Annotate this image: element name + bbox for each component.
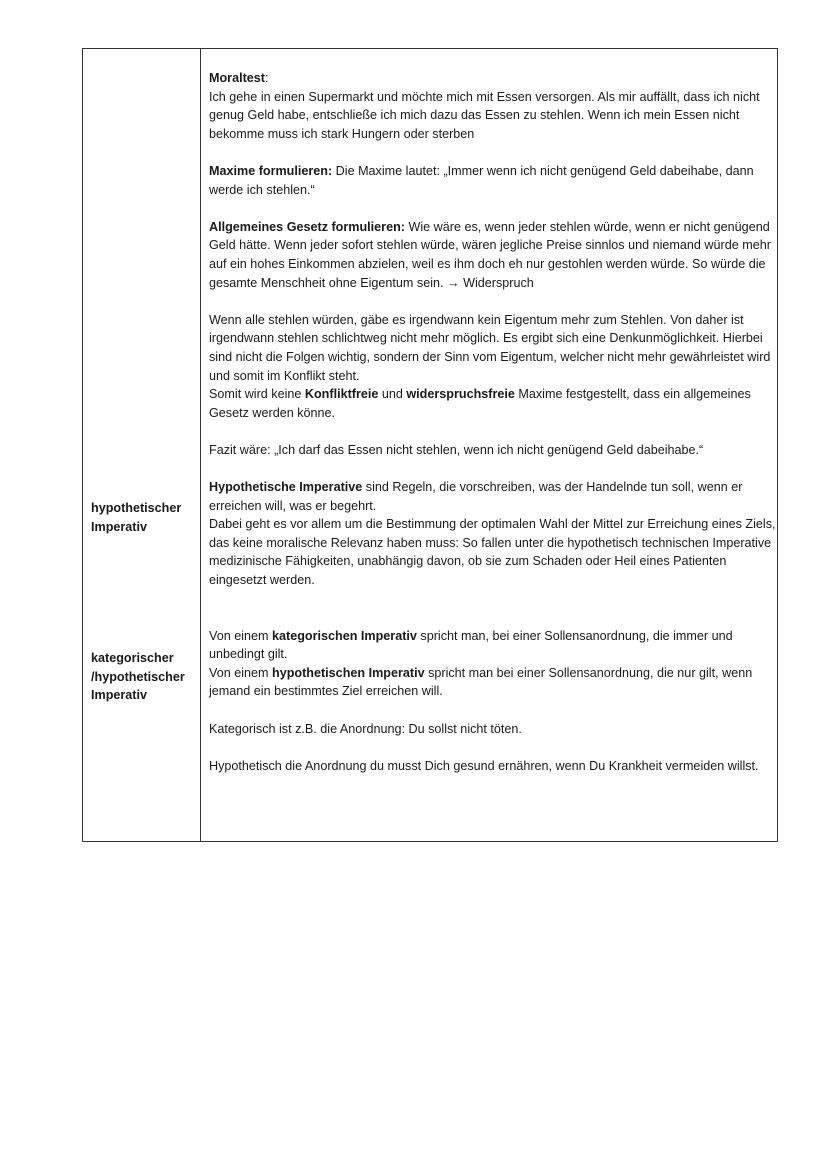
term-kategorischer-hypothetischer-imperativ <box>91 649 199 705</box>
fazit-paragraph: Fazit wäre: „Ich darf das Essen nicht stehlen, wenn ich nicht genügend Geld dabeihabe.“ <box>209 442 704 457</box>
beispiel-kategorisch: Kategorisch ist z.B. die Anordnung: Du sollst nicht töten. <box>209 721 522 736</box>
moraltest-colon: : <box>264 71 269 85</box>
eigentum-text: Wenn alle stehlen würden, gäbe es irgendwann kein Eigentum mehr zum Stehlen. Von daher ist irgendwann stehlen schlichtweg nicht mehr möglich. Es ergibt sich eine Denkunmöglichkeit. Hierbei sind nicht die Folgen wichtig, sondern der Sinn vom Eigentum, welcher nicht mehr gewährleistet wird und somit im Konflikt steht. <box>209 312 771 383</box>
notes-table <box>82 48 778 842</box>
kategorisch-paragraph <box>209 627 777 701</box>
hypothetisch2-pre: Von einem <box>209 665 273 680</box>
somit-post: Maxime festgestellt, dass ein allgemeines Gesetz werden könne. <box>209 387 751 420</box>
hypothetisch-text-2: Dabei geht es vor allem um die Bestimmung der optimalen Wahl der Mittel zur Erreichung eines Ziels, das keine moralische Relevanz haben muss: So fallen unter die hypothetisch technischen Imperative medizinische Fähigkeiten, unabhängig davon, ob sie zum Schaden oder Heil eines Patienten eingesetzt werden. <box>209 517 776 588</box>
term-line: kategorischer <box>91 651 174 665</box>
gesetz-paragraph <box>209 218 777 292</box>
eigentum-paragraph <box>209 311 777 423</box>
term-line: /hypothetischer <box>91 669 185 684</box>
beispiel-hypothetisch: Hypothetisch die Anordnung du musst Dich gesund ernähren, wenn Du Krankheit vermeiden willst. <box>209 758 759 773</box>
moraltest-paragraph <box>209 69 777 143</box>
kategorisch-label: kategorischen Imperativ <box>272 628 417 643</box>
konfliktfreie-term: Konfliktfreie <box>304 387 379 402</box>
moraltest-text: Ich gehe in einen Supermarkt und möchte mich mit Essen versorgen. Als mir auffällt, dass ich nicht genug Geld habe, entschließe ich mich dazu das Essen zu stehlen. Wenn ich mein Essen nicht bekomme muss ich stark Hungern oder sterben <box>209 89 760 141</box>
widerspruchsfreie-term: widerspruchsfreie <box>406 387 515 402</box>
gesetz-label: Allgemeines Gesetz formulieren: <box>209 219 405 234</box>
column-divider <box>200 49 201 841</box>
gesetz-text: Wie wäre es, wenn jeder stehlen würde, wenn er nicht genügend Geld hätte. Wenn jeder sofort stehlen würde, wären jegliche Preise sinnlos und niemand würde mehr auf ein hohes Einkommen abzielen, weil es ihm doch eh nur gestohlen werden würde. So würde die gesamte Menschheit ohne Eigentum sein. → Widerspruch <box>209 219 771 290</box>
hypothetisch-paragraph <box>209 478 777 590</box>
term-hypothetischer-imperativ: hypothetischer Imperativ <box>91 501 182 534</box>
hypothetisch2-post: spricht man bei einer Sollensanordnung, die nur gilt, wenn jemand ein bestimmtes Ziel erreichen will. <box>209 665 753 699</box>
somit-pre: Somit wird keine <box>209 387 305 402</box>
maxime-label: Maxime formulieren: <box>209 163 333 178</box>
term-line: Imperativ <box>91 688 147 703</box>
hypothetisch2-label: hypothetischen Imperativ <box>272 665 425 680</box>
kategorisch-pre: Von einem <box>209 628 273 643</box>
hypothetisch-label: Hypothetische Imperative <box>209 480 363 495</box>
content-column <box>209 69 777 775</box>
moraltest-heading: Moraltest <box>209 71 265 85</box>
und-text: und <box>378 387 407 402</box>
maxime-text: Die Maxime lautet: „Immer wenn ich nicht genügend Geld dabeihabe, dann werde ich stehlen.“ <box>209 163 754 197</box>
kategorisch-post: spricht man, bei einer Sollensanordnung, die immer und unbedingt gilt. <box>209 628 733 662</box>
maxime-paragraph <box>209 162 777 199</box>
hypothetisch-text: sind Regeln, die vorschreiben, was der Handelnde tun soll, wenn er erreichen will, was er begehrt. <box>209 480 743 513</box>
